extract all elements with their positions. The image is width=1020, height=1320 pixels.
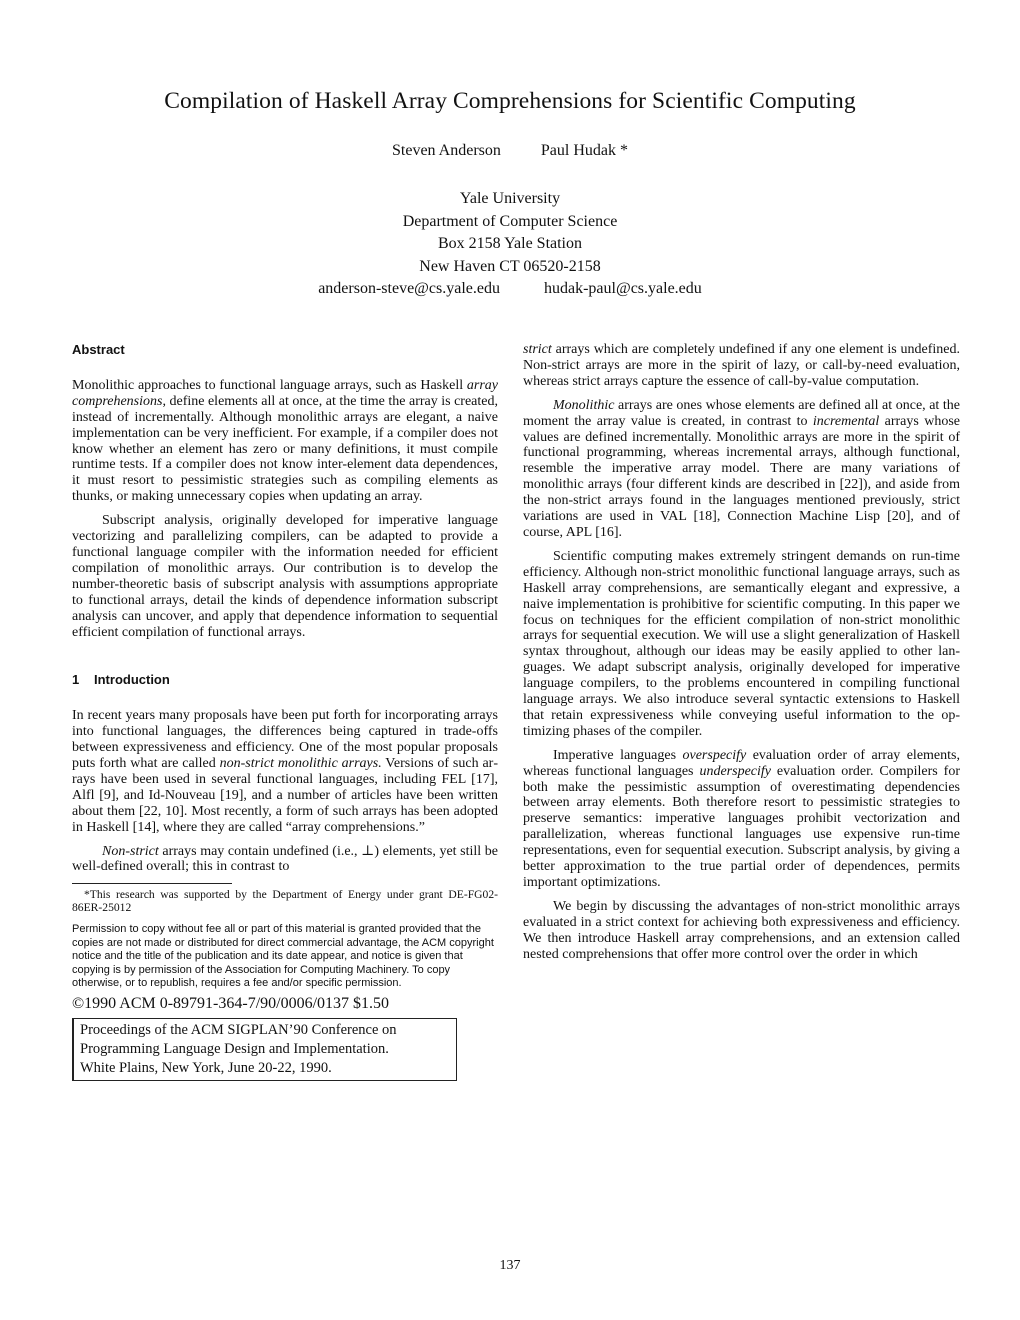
body-paragraph [523, 549, 960, 740]
abstract-paragraph [72, 378, 498, 505]
footnote-divider [72, 883, 232, 884]
section-number: 1 [72, 672, 80, 688]
emphasized-text: strict [523, 342, 552, 357]
proceedings-line: Programming Language Design and Implementation. [80, 1041, 389, 1058]
section-heading-introduction [72, 672, 498, 688]
emphasized-text: array comprehensions [72, 377, 498, 409]
text-segment: Monolithic approaches to functional language arrays, such as Haskell [72, 377, 467, 393]
proceedings-line: White Plains, New York, June 20-22, 1990. [80, 1060, 332, 1077]
body-paragraph [523, 899, 960, 963]
text-segment: Scientific computing makes extremely stringent demands on run-time efficiency. Although non-strict monolithic functional language arrays, such as Haskell array comprehensions, are semantically elegant and expressive, a naive implementation is prohibitive for scientific computing. In this paper we focus on techniques for the efficient compilation of non-strict monolithic arrays for sequential execution. We will use a slight generalization of Haskell syntax throughout, although our ideas may be easily applied to other languages. We adapt subscript analysis, originally developed for imperative language compilers, to the problems encountered in compiling functional language arrays. We also introduce several syntactic extensions to Haskell that retain expressiveness while conveying useful information to the optimizing phases of the compiler. [523, 548, 960, 739]
left-column [72, 342, 498, 1081]
body-paragraph [72, 844, 498, 876]
emphasized-text: non-strict monolithic arrays. [219, 756, 382, 772]
author-email: hudak-paul@cs.yale.edu [543, 280, 702, 297]
emphasized-text: Non-strict [102, 843, 159, 859]
page-number: 137 [499, 1258, 521, 1273]
postal-box: Box 2158 Yale Station [437, 235, 582, 252]
text-segment: arrays are ones whose elements are defined all at once, at the moment the array value is created, in contrast to [523, 397, 960, 429]
abstract-heading: Abstract [72, 342, 125, 357]
body-paragraph [523, 748, 960, 891]
right-column [523, 342, 960, 963]
department: Department of Computer Science [402, 212, 618, 230]
email-list [0, 278, 1020, 301]
footnote: *This research was supported by the Department of Energy under grant DE-FG02-86ER-25012 [72, 888, 498, 915]
emphasized-text: underspecify [699, 763, 771, 779]
text-segment: Versions of such arrays have been used in several functional languages, including FEL [17], Alfl [9], and Id-Nouveau [19], and a number of articles have been written about them [22, 10]. Most recently, a form of such arrays has been adopted in Haskell [14], where they are called “array comprehensions.” [72, 756, 498, 835]
text-segment: Imperative languages [553, 747, 683, 763]
body-paragraph [523, 398, 960, 541]
body-paragraph [72, 708, 498, 835]
text-segment: In recent years many proposals have been put forth for incorporating arrays into functional languages, the differences being captured in trade-offs between expressiveness and efficiency. One of the most popular proposals puts forth what are called [72, 708, 498, 772]
proceedings-line: Proceedings of the ACM SIGPLAN’90 Conference on [80, 1022, 397, 1039]
text-segment: arrays may contain undefined (i.e., ⊥) elements, yet still be well-defined overall; this in contrast to [72, 843, 498, 875]
affiliation [0, 188, 1020, 301]
text-segment: We begin by discussing the advantages of non-strict monolithic arrays evaluated in a strict context for achieving both expressiveness and efficiency. We then introduce Haskell array comprehensions, and an extension called nested comprehensions that offer more control over the order in which [523, 898, 960, 962]
text-segment: Subscript analysis, originally developed for imperative language vectorizing and parallelizing compilers, can be adapted to provide a functional language compiler with the information needed for efficient compilation of monolithic arrays. Our contribution is to develop the number-theoretic basis of subscript analysis with assumptions appropriate to functional arrays, detail the kinds of dependence information subscript analysis can uncover, and apply that dependence information to sequential efficient compilation of functional arrays. [72, 513, 498, 640]
text-segment: arrays whose values are defined incrementally. Monolithic arrays are more in the spirit of functional programming, whereas incremental arrays, although functional, resemble the imperative array model. There are many variations of monolithic arrays (four different kinds are described in [22]), and aside from the non-strict arrays found in the languages mentioned previously, strict variations are used in VAL [18], Connection Machine Lisp [20], and of course, APL [16]. [523, 413, 960, 540]
author-email: anderson-steve@cs.yale.edu [318, 280, 500, 297]
emphasized-text: overspecify [682, 747, 747, 763]
city: New Haven CT 06520-2158 [419, 257, 601, 275]
author-list [0, 142, 1020, 160]
section-title: Introduction [94, 672, 170, 688]
abstract-paragraph [72, 513, 498, 640]
permission-notice: Permission to copy without fee all or part of this material is granted provided that the copies are not made or distributed for direct commercial advantage, the ACM copyright notice and the title of the publication and its date appear, and notice is given that copying is by permission of the Association for Computing Machinery. To copy otherwise, or to republish, requires a fee and/or specific permission. [72, 923, 494, 989]
text-segment: evaluation order of array elements, whereas functional languages [523, 747, 960, 779]
body-paragraph [523, 342, 960, 390]
text-segment: arrays which are completely undefined if any one element is undefined. Non-strict arrays are more in the spirit of lazy, or call-by-need evaluation, whereas strict arrays capture the essence of call-by-value computation. [523, 342, 960, 389]
author-name: Steven Anderson [392, 142, 501, 159]
emphasized-text: incremental [812, 413, 880, 429]
emphasized-text: Monolithic [553, 397, 615, 413]
author-name: Paul Hudak * [540, 142, 628, 159]
copyright-line: ©1990 ACM 0-89791-364-7/90/0006/0137 $1.50 [72, 995, 390, 1013]
paper-title: Compilation of Haskell Array Comprehensions for Scientific Computing [164, 88, 856, 114]
text-segment: evaluation order. Compilers for both make the pessimistic assumption of overestimating dependencies between array elements. Both therefore resort to pessimistic strategies to preserve semantics: imperative languages prohibit vectorization and parallelization, whereas functional languages use expensive run-time representations, even for sequential execution. Subscript analysis, by giving a better approximation to the true partial order of dependences, permits important optimizations. [523, 763, 961, 890]
proceedings-box [72, 1018, 457, 1081]
text-segment: , define elements all at once, at the time the array is created, instead of incrementally. Although monolithic arrays are elegant, a naive implementation can be very inefficient. For example, if a compiler does not know whether an element has zero or many definitions, it must compile runtime tests. If a compiler does not know inter-element data dependences, it must resort to pessimistic strategies such as compiling elements as thunks, or making unnecessary copies when updating an array. [72, 393, 498, 505]
institution: Yale University [459, 190, 561, 207]
